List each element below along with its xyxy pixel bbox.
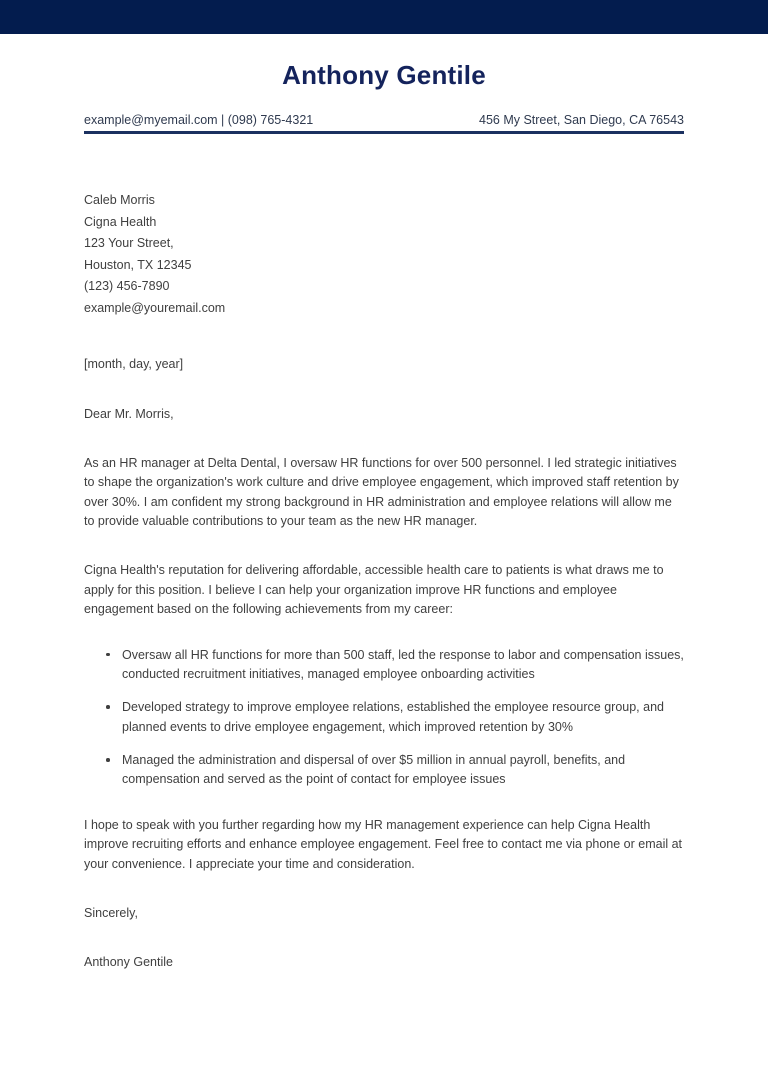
list-item-text: Oversaw all HR functions for more than 500 staff, led the response to labor and compensation issues, conducted recruitment initiatives, managed employee onboarding activities: [122, 647, 684, 681]
list-item-text: Developed strategy to improve employee relations, established the employee resource group, and planned events to drive employee engagement, which improved retention by 30%: [122, 700, 664, 734]
contact-info-row: [84, 113, 684, 134]
recipient-line: (123) 456-7890: [84, 279, 170, 294]
achievements-list: [84, 646, 684, 790]
letter-date: [month, day, year]: [84, 357, 184, 372]
bullet-icon: [106, 653, 110, 657]
header-accent-bar: [0, 0, 768, 34]
letter-sign-off: Sincerely,: [84, 905, 138, 920]
recipient-line: Caleb Morris: [84, 193, 155, 208]
bullet-icon: [106, 758, 110, 762]
contact-address: 456 My Street, San Diego, CA 76543: [479, 113, 684, 128]
applicant-name-heading: Anthony Gentile: [282, 60, 486, 90]
recipient-address-block: [84, 190, 684, 319]
recipient-line: Cigna Health: [84, 214, 157, 229]
letter-paragraph-1: As an HR manager at Delta Dental, I oversaw HR functions for over 500 personnel. I led strategic initiatives to shape the organization's work culture and drive employee engagement, which improved staff retention by over 30%. I am confident my strong background in HR administration and employee relations will allow me to provide valuable contributions to your team as the new HR manager.: [84, 455, 679, 529]
letter-content: [84, 134, 684, 973]
list-item: [106, 751, 684, 790]
letter-signature-name: Anthony Gentile: [84, 955, 173, 970]
recipient-line: 123 Your Street,: [84, 236, 174, 251]
recipient-line: example@youremail.com: [84, 300, 226, 315]
list-item: [106, 646, 684, 685]
contact-email-phone: example@myemail.com | (098) 765-4321: [84, 113, 314, 128]
header-spacer: [84, 134, 684, 190]
list-item-text: Managed the administration and dispersal of over $5 million in annual payroll, benefits, and compensation and served as the point of contact for employee issues: [122, 753, 626, 787]
letter-paragraph-2: Cigna Health's reputation for delivering affordable, accessible health care to patients is what draws me to apply for this position. I believe I can help your organization improve HR functions and employee engagement based on the following achievements from my career:: [84, 563, 664, 617]
letter-paragraph-3: I hope to speak with you further regarding how my HR management experience can help Cigna Health improve recruiting efforts and enhance employee engagement. Feel free to contact me via phone or email at your convenience. I appreciate your time and consideration.: [84, 817, 683, 871]
bullet-icon: [106, 705, 110, 709]
letter-salutation: Dear Mr. Morris,: [84, 406, 174, 421]
recipient-line: Houston, TX 12345: [84, 257, 192, 272]
list-item: [106, 698, 684, 737]
letter-body: [0, 34, 768, 973]
